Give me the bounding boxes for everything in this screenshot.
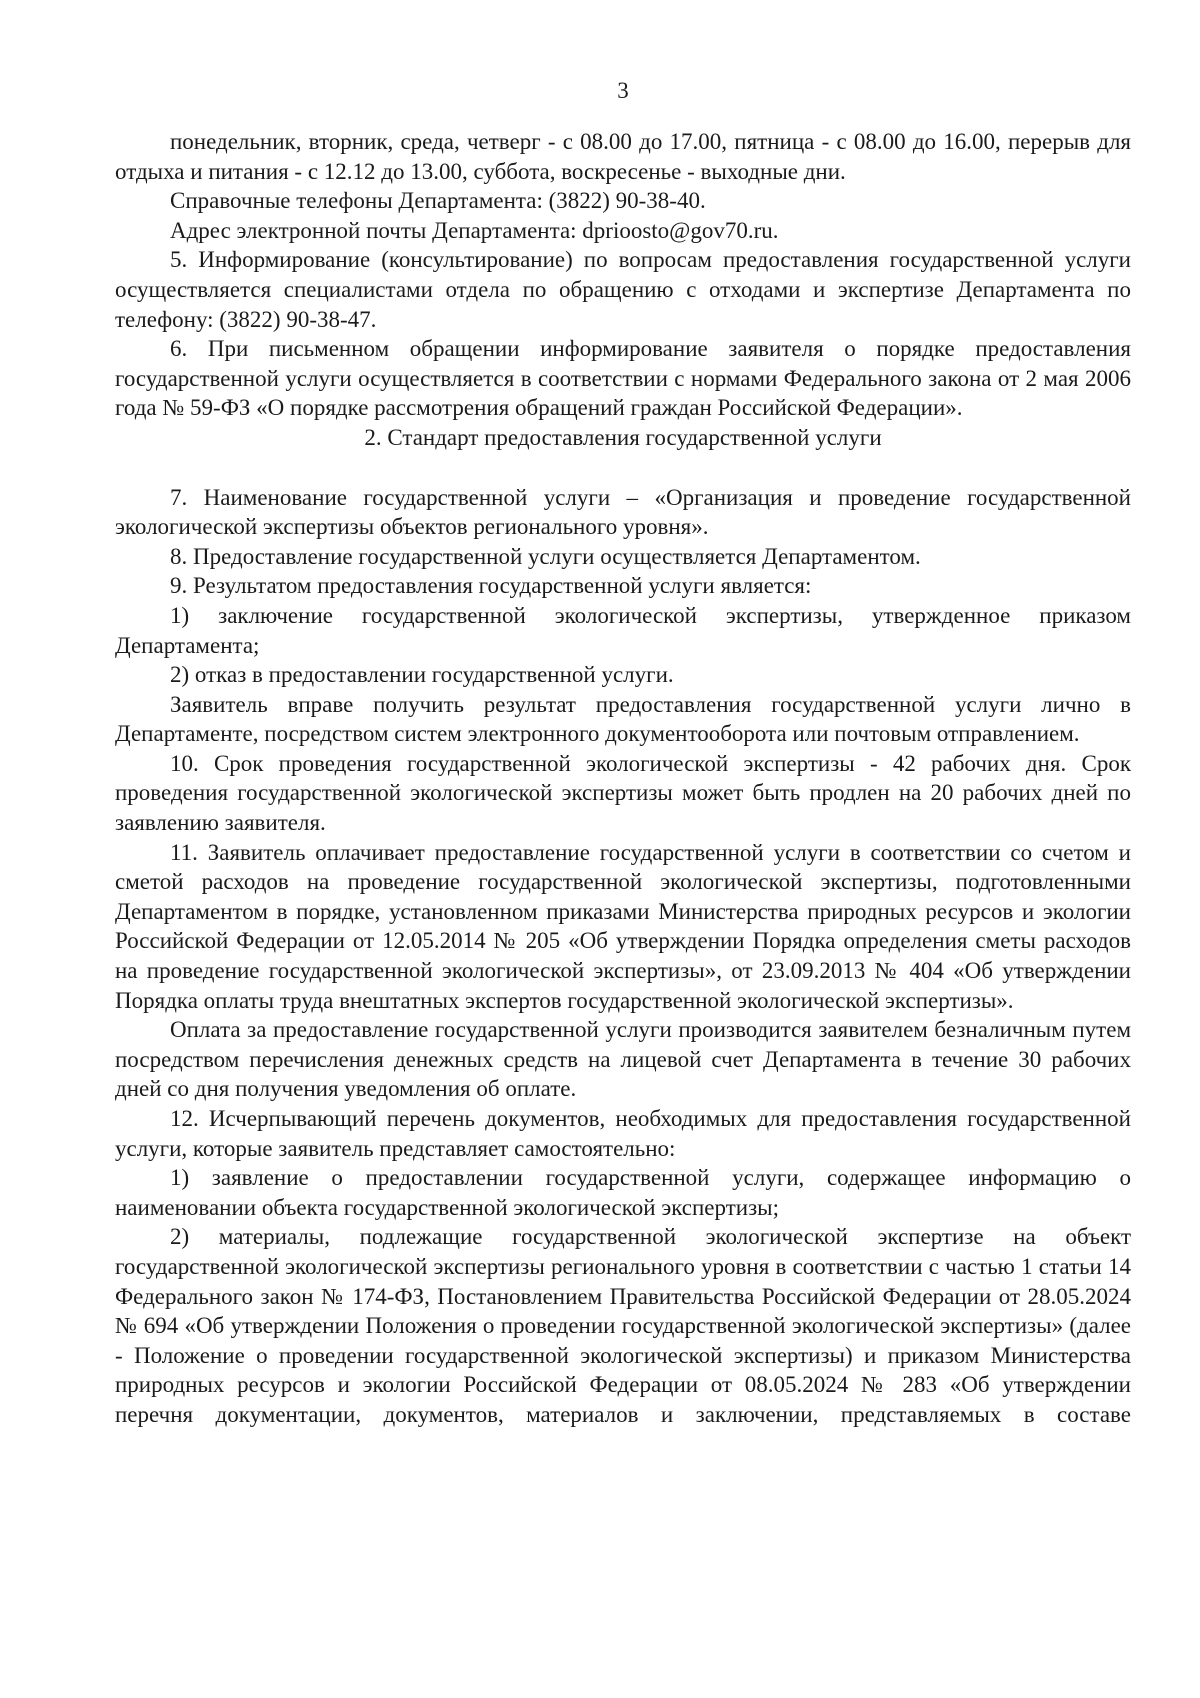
paragraph-12-item-2: 2) материалы, подлежащие государственной экологической экспертизе на объект государственной экологической экспертизы регионального уровня в соответствии с частью 1 статьи 14 Федерального закон № 174-ФЗ, Постановлением Правительства Российской Федерации от 28.05.2024 № 694 «Об утверждении Положения о проведении государственной экологической экспертизы» (далее - Положение о проведении государственной экологической экспертизы) и приказом Министерства природных ресурсов и экологии Российской Федерации от 08.05.2024 № 283 «Об утверждении перечня документации, документов, материалов и заключении, представляемых в составе: [115, 1224, 1131, 1427]
paragraph-phones: Справочные телефоны Департамента: (3822) 90-38-40.: [170, 188, 706, 214]
paragraph-9: 9. Результатом предоставления государственной услуги является:: [170, 573, 812, 599]
paragraph-9-item-2: 2) отказ в предоставлении государственной услуги.: [170, 662, 674, 688]
section-heading: 2. Стандарт предоставления государственной услуги: [364, 424, 882, 450]
paragraph-12: 12. Исчерпывающий перечень документов, необходимых для предоставления государственной услуги, которые заявитель представляет самостоятельно:: [115, 1106, 1131, 1161]
section-spacer: [115, 453, 1131, 483]
paragraph-9-item-1: 1) заключение государственной экологической экспертизы, утвержденное приказом Департамента;: [115, 602, 1131, 658]
paragraph-payment: Оплата за предоставление государственной услуги производится заявителем безналичным путем посредством перечисления денежных средств на лицевой счет Департамента в течение 30 рабочих дней со дня получения уведомления об оплате.: [115, 1017, 1131, 1102]
paragraph-email: Адрес электронной почты Департамента: dprioosto@gov70.ru.: [170, 217, 779, 243]
paragraph-schedule: понедельник, вторник, среда, четверг - с 08.00 до 17.00, пятница - с 08.00 до 16.00, перерыв для отдыха и питания - с 12.12 до 13.00, суббота, воскресенье - выходные дни.: [115, 129, 1131, 184]
page-number: 3: [617, 78, 629, 103]
paragraph-result-delivery: Заявитель вправе получить результат предоставления государственной услуги лично в Департаменте, посредством систем электронного документооборота или почтовым отправлением.: [115, 691, 1131, 747]
document-body: [115, 127, 1131, 1430]
paragraph-7: 7. Наименование государственной услуги – «Организация и проведение государственной экологической экспертизы объектов регионального уровня».: [115, 484, 1131, 540]
paragraph-10: 10. Срок проведения государственной экологической экспертизы - 42 рабочих дня. Срок проведения государственной экологической экспертизы может быть продлен на 20 рабочих дней по заявлению заявителя.: [115, 750, 1131, 836]
paragraph-8: 8. Предоставление государственной услуги осуществляется Департаментом.: [170, 543, 921, 569]
paragraph-11: 11. Заявитель оплачивает предоставление государственной услуги в соответствии со счетом и сметой расходов на проведение государственной экологической экспертизы, подготовленными Департаментом в порядке, установленном приказами Министерства природных ресурсов и экологии Российской Федерации от 12.05.2014 № 205 «Об утверждении Порядка определения сметы расходов на проведение государственной экологической экспертизы», от 23.09.2013 № 404 «Об утверждении Порядка оплаты труда внештатных экспертов государственной экологической экспертизы».: [115, 839, 1131, 1013]
paragraph-6: 6. При письменном обращении информирование заявителя о порядке предоставления государственной услуги осуществляется в соответствии с нормами Федерального закона от 2 мая 2006 года № 59-ФЗ «О порядке рассмотрения обращений граждан Российской Федерации».: [115, 336, 1131, 421]
paragraph-5: 5. Информирование (консультирование) по вопросам предоставления государственной услуги осуществляется специалистами отдела по обращению с отходами и экспертизе Департамента по телефону: (3822) 90-38-47.: [115, 247, 1131, 332]
paragraph-12-item-1: 1) заявление о предоставлении государственной услуги, содержащее информацию о наименовании объекта государственной экологической экспертизы;: [115, 1165, 1131, 1220]
